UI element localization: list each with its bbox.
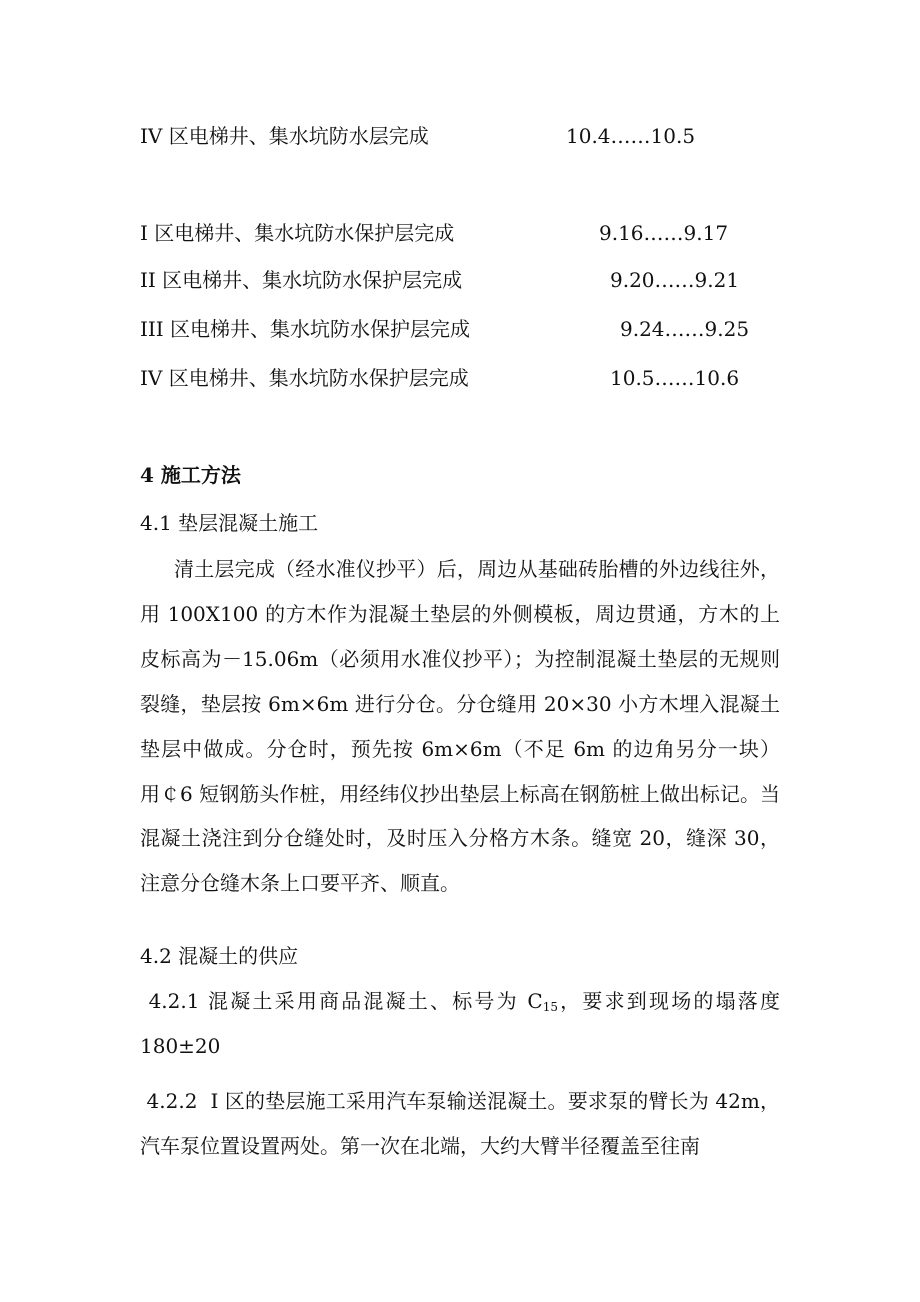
schedule-item-label: II 区电梯井、集水坑防水保护层完成 xyxy=(140,268,463,292)
subsection-heading: 4.1 垫层混凝土施工 xyxy=(140,511,319,535)
schedule-item-label: I 区电梯井、集水坑防水保护层完成 xyxy=(140,221,455,245)
body-paragraph xyxy=(140,979,787,1069)
paragraph-text-part: ，要求到现场的塌落度 180±20 xyxy=(140,989,787,1058)
subscript-text: 15 xyxy=(542,1000,558,1014)
body-paragraph xyxy=(140,1079,780,1169)
schedule-item-date: 9.16……9.17 xyxy=(599,221,729,245)
schedule-item-label: IV 区电梯井、集水坑防水层完成 xyxy=(140,124,429,148)
schedule-item-date: 9.20……9.21 xyxy=(610,268,740,292)
schedule-item-date: 9.24……9.25 xyxy=(620,317,750,341)
paragraph-text xyxy=(140,979,787,1069)
schedule-item-label: IV 区电梯井、集水坑防水保护层完成 xyxy=(140,366,469,390)
body-paragraph xyxy=(140,547,780,906)
paragraph-text-part: 4.2.1 混凝土采用商品混凝土、标号为 C xyxy=(140,989,543,1013)
paragraph-text: 4.2.2 I 区的垫层施工采用汽车泵输送混凝土。要求泵的臂长为 42m，汽车泵位置设置两处。第一次在北端，大约大臂半径覆盖至往南 xyxy=(140,1089,780,1158)
paragraph-text: 清土层完成（经水准仪抄平）后，周边从基础砖胎槽的外边线往外，用 100X100 的方木作为混凝土垫层的外侧模板，周边贯通，方木的上皮标高为－15.06m（必须用水准仪抄平）；为控制混凝土垫层的无规则裂缝，垫层按 6m×6m 进行分仓。分仓缝用 20×30 小方木埋入混凝土垫层中做成。分仓时，预先按 6m×6m（不足 6m 的边角另分一块）用￠6 短钢筋头作桩，用经纬仪抄出垫层上标高在钢筋桩上做出标记。当混凝土浇注到分仓缝处时，及时压入分格方木条。缝宽 20，缝深 30，注意分仓缝木条上口要平齐、顺直。 xyxy=(140,557,780,896)
schedule-item-date: 10.4……10.5 xyxy=(566,124,696,148)
subsection-heading: 4.2 混凝土的供应 xyxy=(140,944,299,968)
section-heading: 4 施工方法 xyxy=(140,463,241,487)
schedule-item-label: III 区电梯井、集水坑防水保护层完成 xyxy=(140,317,471,341)
schedule-item-date: 10.5……10.6 xyxy=(610,366,740,390)
